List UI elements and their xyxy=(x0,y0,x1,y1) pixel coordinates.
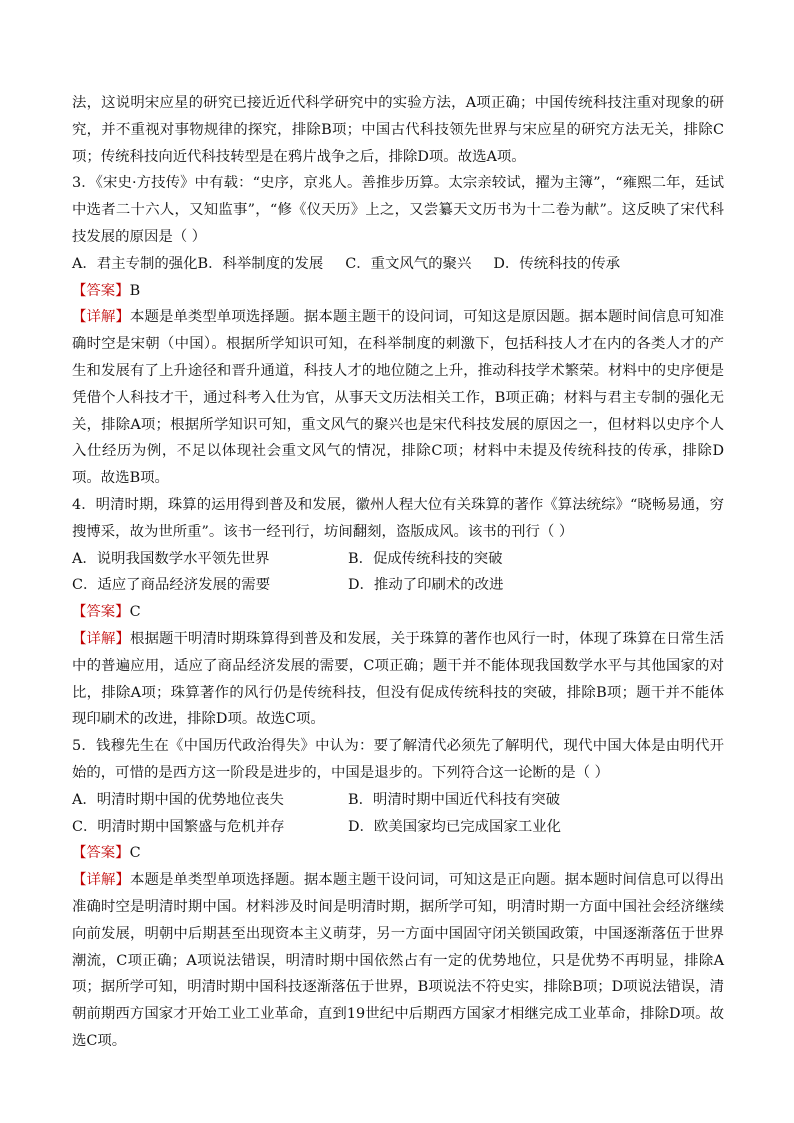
q4-option-c: C．适应了商品经济发展的需要 xyxy=(72,577,271,594)
q5-option-c: C．明清时期中国繁盛与危机并存 xyxy=(72,818,285,835)
q3-option-a: A．君主专制的强化 xyxy=(72,255,198,272)
detail-text: 本题是单类型单项选择题。据本题主题干的设问词，可知这是原因题。据本题时间信息可知准确时空是宋朝（中国）。根据所学知识可知，在科举制度的刺激下，包括科技人才在内的各类人才的产生和发展有了上升途径和晋升通道，科技人才的地位随之上升，推动科技学术繁荣。材料中的史序便是凭借个人科技才干，通过科考入仕为官，从事天文历法相关工作，B项正确；材料与君主专制的强化无关，排除A项；根据所学知识可知，重文风气的聚兴也是宋代科技发展的原因之一，但材料以史序个人入仕经历为例，不足以体现社会重文风气的情况，排除C项；材料中未提及传统科技的传承，排除D项。故选B项。 xyxy=(72,309,724,487)
q3-option-b: B．科举制度的发展 xyxy=(197,255,324,272)
question-4-detail xyxy=(72,626,724,733)
q3-option-c: C．重文风气的聚兴 xyxy=(345,255,472,272)
detail-tag: 【详解】 xyxy=(72,630,130,647)
q4-option-a: A．说明我国数学水平领先世界 xyxy=(72,550,270,567)
document-content xyxy=(72,90,724,1055)
continued-explanation: 法，这说明宋应星的研究已接近近代科学研究中的实验方法，A项正确；中国传统科技注重对现象的研究，并不重视对事物规律的探究，排除B项；中国古代科技领先世界与宋应星的研究方法无关，排除C项；传统科技向近代科技转型是在鸦片战争之后，排除D项。故选A项。 xyxy=(72,95,724,165)
question-5-options xyxy=(72,787,724,841)
q3-option-d: D．传统科技的传承 xyxy=(493,255,621,272)
detail-tag: 【详解】 xyxy=(72,309,130,326)
question-3-stem: 3．《宋史·方技传》中有载：“史序，京兆人。善推步历算。太宗亲较试，擢为主簿”，“雍熙二年，廷试中选者二十六人，又知监事”，“修《仪天历》上之，又尝纂天文历书为十二卷为献”。这反映了宋代科技发展的原因是（ ） xyxy=(72,175,724,245)
detail-text: 本题是单类型单项选择题。据本题主题干设问词，可知这是正向题。据本题时间信息可以得出准确时空是明清时期中国。材料涉及时间是明清时期，据所学可知，明清时期一方面中国社会经济继续向前发展，明朝中后期甚至出现资本主义萌芽，另一方面中国固守闭关锁国政策，中国逐渐落伍于世界潮流，C项正确；A项说法错误，明清时期中国依然占有一定的优势地位，只是优势不再明显，排除A项；据所学可知，明清时期中国科技逐渐落伍于世界，B项说法不符史实，排除B项；D项说法错误，清朝前期西方国家才开始工业工业革命，直到19世纪中后期西方国家才相继完成工业革命，排除D项。故选C项。 xyxy=(72,872,724,1049)
question-4-answer xyxy=(72,599,724,626)
question-5-stem: 5．钱穆先生在《中国历代政治得失》中认为：要了解清代必须先了解明代，现代中国大体是由明代开始的，可惜的是西方这一阶段是进步的，中国是退步的。下列符合这一论断的是（ ） xyxy=(72,738,724,781)
answer-value: C xyxy=(129,604,141,621)
q5-option-b: B．明清时期中国近代科技有突破 xyxy=(348,791,561,808)
q4-option-d: D．推动了印刷术的改进 xyxy=(348,577,504,594)
q5-option-d: D．欧美国家均已完成国家工业化 xyxy=(348,818,562,835)
answer-value: B xyxy=(129,282,141,299)
answer-value: C xyxy=(129,845,141,862)
q4-option-b: B．促成传统科技的突破 xyxy=(348,550,503,567)
question-5-detail xyxy=(72,867,724,1055)
question-3-detail xyxy=(72,304,724,492)
question-3-answer xyxy=(72,278,724,305)
answer-tag: 【答案】 xyxy=(72,282,130,299)
answer-tag: 【答案】 xyxy=(72,845,130,862)
q5-option-a: A．明清时期中国的优势地位丧失 xyxy=(72,791,284,808)
question-4-stem: 4．明清时期，珠算的运用得到普及和发展，徽州人程大位有关珠算的著作《算法统综》“晓畅易通，穷搜博采，故为世所重”。该书一经刊行，坊间翻刻，盗版成风。该书的刊行（ ） xyxy=(72,496,724,540)
answer-tag: 【答案】 xyxy=(72,604,130,621)
question-3-options xyxy=(72,251,724,278)
question-4-options xyxy=(72,546,724,600)
detail-text: 根据题干明清时期珠算得到普及和发展，关于珠算的著作也风行一时，体现了珠算在日常生活中的普遍应用，适应了商品经济发展的需要，C项正确；题干并不能体现我国数学水平与其他国家的对比，排除A项；珠算著作的风行仍是传统科技，但没有促成传统科技的突破，排除B项；题干并不能体现印刷术的改进，排除D项。故选C项。 xyxy=(72,630,724,728)
detail-tag: 【详解】 xyxy=(72,872,130,889)
question-5-answer xyxy=(72,840,724,867)
